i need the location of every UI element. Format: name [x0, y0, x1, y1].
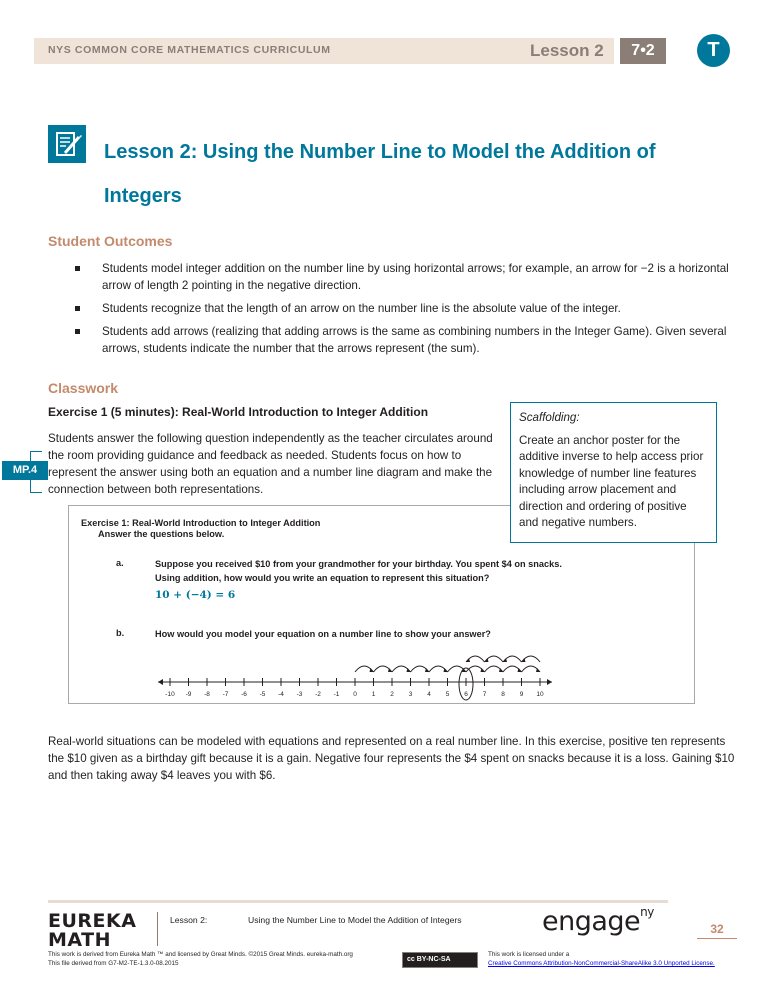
- tick-label: 6: [464, 691, 468, 698]
- tick-label: -8: [204, 691, 210, 698]
- tick-label: -2: [315, 691, 321, 698]
- mp-tag: MP.4: [2, 461, 48, 480]
- engage-suffix: ny: [640, 905, 654, 919]
- part-a-answer: 10 + (−4) = 6: [155, 589, 236, 601]
- engageny-logo: [542, 905, 654, 937]
- footer-credit: [48, 950, 353, 968]
- summary-paragraph: Real-world situations can be modeled with equations and represented on a real number line. In this exercise, positive ten represents the $10 given as a birthday gift because it is a gain. Negative four represents the $4 spent on snacks because it is a loss. Gaining $10 and then taking away $4 leaves you with $6.: [48, 735, 735, 782]
- tick-label: -9: [185, 691, 192, 698]
- part-a-label: a.: [116, 558, 124, 568]
- outcome-item: Students model integer addition on the number line by using horizontal arrows; for example, an arrow for −2 is a horizontal arrow of length 2 pointing in the negative direction.: [75, 260, 735, 294]
- grade-module-box: 7•2: [620, 38, 666, 64]
- exercise-paragraph: Students answer the following question independently as the teacher circulates around the room providing guidance and feedback as needed. Students focus on how to represent the answer using both an equation and a number line diagram and make the connection between both representations.: [48, 432, 493, 496]
- outcome-item: Students recognize that the length of an arrow on the number line is the absolute value of the integer.: [75, 300, 735, 317]
- footer-license: [488, 950, 715, 968]
- tick-label: 2: [390, 691, 394, 698]
- eureka-math-logo: EUREKA MATH: [48, 910, 137, 951]
- tick-label: 1: [371, 691, 376, 698]
- tick-label: -5: [259, 691, 266, 698]
- tick-label: 8: [501, 691, 505, 698]
- engage-word: engage: [542, 906, 641, 937]
- exercise-box-subtitle: Answer the questions below.: [98, 529, 225, 539]
- tick-label: -4: [278, 691, 284, 698]
- tick-label: 7: [482, 691, 487, 698]
- lesson-title: Lesson 2: Using the Number Line to Model the Addition of Integers: [104, 141, 656, 207]
- tick-label: -6: [241, 691, 247, 698]
- tick-label: -7: [222, 691, 229, 698]
- part-a-question: Suppose you received $10 from your grandmother for your birthday. You spent $4 on snacks. Using addition, how would you write an equation to represent this situation?: [155, 559, 562, 583]
- curriculum-label: NYS COMMON CORE MATHEMATICS CURRICULUM: [48, 44, 331, 56]
- axis-arrow-right: [547, 679, 552, 685]
- tick-label: 0: [353, 691, 357, 698]
- footer-lesson-title: Using the Number Line to Model the Addition of Integers: [248, 915, 462, 925]
- cc-license-badge: cc BY-NC-SA: [402, 952, 478, 968]
- footer-lesson: Lesson 2:: [170, 915, 208, 925]
- tick-label: 4: [427, 691, 431, 698]
- tick-label: -3: [296, 691, 303, 698]
- tick-label: -1: [333, 691, 340, 698]
- credit-line-2: This file derived from G7-M2-TE-1.3.0-08.2015: [48, 960, 179, 967]
- part-b-label: b.: [116, 628, 125, 638]
- page-number: 32: [697, 922, 737, 939]
- credit-line-1: This work is derived from Eureka Math ™ and licensed by Great Minds. ©2015 Great Minds. eureka-math.org: [48, 951, 353, 958]
- outcome-item: Students add arrows (realizing that adding arrows is the same as combining numbers in the Integer Game). Given several arrows, students indicate the number that the arrows represent (the sum).: [75, 323, 735, 357]
- footer-divider: [157, 912, 158, 946]
- lesson-tag: Lesson 2: [530, 41, 604, 60]
- tick-label: 3: [408, 691, 413, 698]
- outcomes-heading: Student Outcomes: [48, 233, 173, 249]
- part-b-question: How would you model your equation on a number line to show your answer?: [155, 629, 491, 639]
- tick-label: 5: [445, 691, 450, 698]
- tick-label: 10: [536, 691, 544, 698]
- scaffolding-box: [510, 402, 717, 543]
- classwork-heading: Classwork: [48, 380, 119, 396]
- scaffolding-text: Create an anchor poster for the additive inverse to help access prior knowledge of number line features including arrow placement and direction and ordering of positive and negative numbers.: [519, 433, 704, 529]
- lesson-pencil-icon: [48, 125, 86, 163]
- exercise-heading: Exercise 1 (5 minutes): Real-World Introduction to Integer Addition: [48, 405, 429, 419]
- axis-arrow-left: [158, 679, 163, 685]
- license-link[interactable]: Creative Commons Attribution-NonCommercial-ShareAlike 3.0 Unported License.: [488, 960, 715, 967]
- number-line-diagram: [150, 640, 560, 700]
- tick-label: 9: [519, 691, 524, 698]
- outcomes-list: [75, 260, 735, 363]
- footer-rule: [48, 900, 668, 903]
- tick-label: -10: [165, 691, 175, 698]
- scaffolding-title: Scaffolding:: [519, 411, 580, 424]
- license-intro: This work is licensed under a: [488, 951, 570, 958]
- teacher-badge: T: [697, 34, 730, 67]
- exercise-box-title: Exercise 1: Real-World Introduction to Integer Addition: [81, 518, 321, 528]
